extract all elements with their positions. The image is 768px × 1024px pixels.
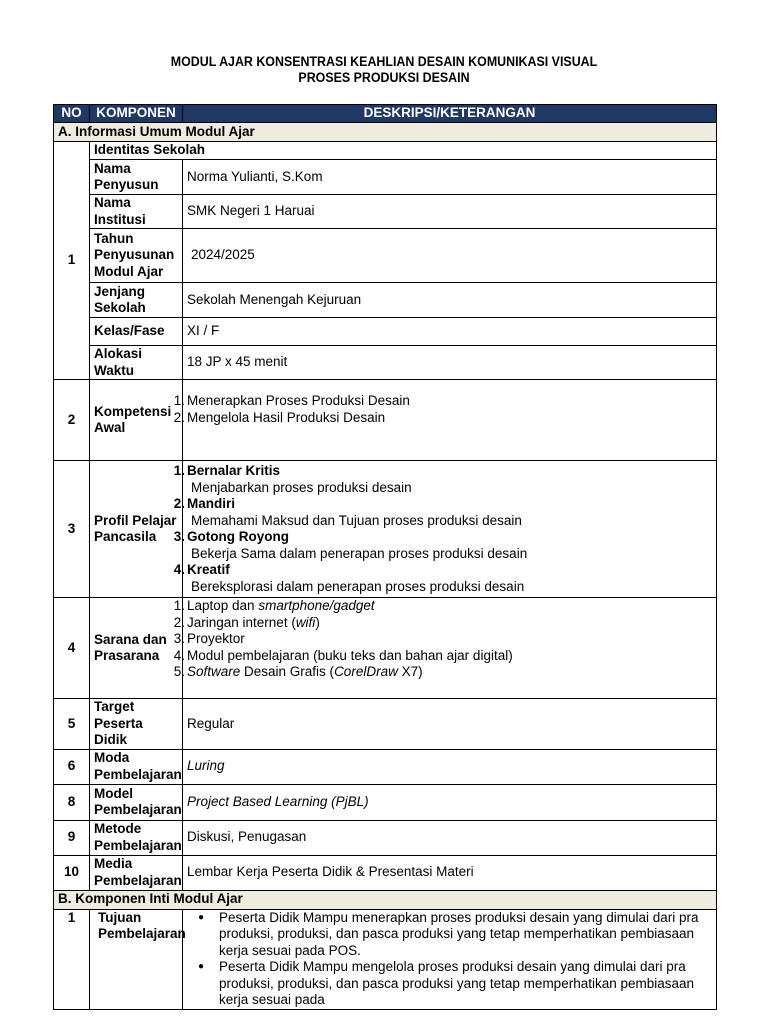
target-peserta-label: Target Peserta Didik: [90, 699, 183, 750]
target-peserta-value: Regular: [183, 699, 717, 750]
item-number: 1.: [173, 393, 185, 408]
identitas-value: 18 JP x 45 menit: [183, 346, 717, 380]
row-number: 6: [54, 749, 90, 784]
table-row: [54, 380, 717, 461]
sarana-prasarana-label: Sarana dan Prasarana: [90, 598, 183, 699]
item-number: 4.: [173, 562, 185, 577]
table-row: [54, 855, 717, 890]
item-text: Modul pembelajaran (buku teks dan bahan ajar digital): [187, 647, 513, 663]
metode-pembelajaran-value: Diskusi, Penugasan: [183, 820, 717, 855]
item-number: 1.: [173, 598, 185, 613]
item-text: Bereksplorasi dalam penerapan proses produksi desain: [191, 578, 525, 594]
item-title: Bernalar Kritis: [187, 463, 281, 478]
section-a-title: A. Informasi Umum Modul Ajar: [54, 123, 717, 142]
list-item: [173, 647, 712, 665]
column-header-deskripsi: DESKRIPSI/KETERANGAN: [183, 105, 717, 123]
model-pembelajaran-label: Model Pembelajaran: [90, 784, 183, 820]
list-item: [173, 614, 712, 632]
section-b-row: [54, 890, 717, 909]
tujuan-pembelajaran-label: Tujuan Pembelajaran: [90, 909, 183, 1009]
table-row: [54, 160, 717, 195]
list-item: [173, 562, 712, 579]
table-row: [54, 598, 717, 699]
table-header-row: [54, 105, 717, 123]
metode-pembelajaran-label: Metode Pembelajaran: [90, 820, 183, 855]
title-line-1: MODUL AJAR KONSENTRASI KEAHLIAN DESAIN KOMUNIKASI VISUAL: [170, 54, 598, 69]
row-number: 2: [54, 380, 90, 461]
sarana-prasarana-desc: [173, 598, 717, 699]
moda-pembelajaran-label: Moda Pembelajaran: [90, 749, 183, 784]
identitas-label: Nama Institusi: [90, 195, 183, 229]
item-title: Gotong Royong: [187, 529, 289, 544]
identitas-label: Tahun Penyusunan Modul Ajar: [90, 229, 183, 283]
item-text: Mengelola Hasil Produksi Desain: [187, 409, 386, 425]
modul-ajar-table: [53, 104, 717, 1010]
item-number: 2.: [173, 614, 185, 630]
row-number: 10: [54, 855, 90, 890]
item-text: Memahami Maksud dan Tujuan proses produksi desain: [191, 512, 522, 528]
section-b-title: B. Komponen Inti Modul Ajar: [54, 890, 717, 909]
row-number: 9: [54, 820, 90, 855]
identitas-label: Alokasi Waktu: [90, 346, 183, 380]
row-number: 1: [54, 142, 90, 380]
identitas-label: Kelas/Fase: [90, 318, 183, 346]
item-text: Laptop dan smartphone/gadget: [187, 598, 375, 613]
profil-pelajar-label: Profil Pelajar Pancasila: [90, 461, 183, 598]
kompetensi-awal-label: Kompetensi Awal: [90, 380, 183, 461]
row-number: 4: [54, 598, 90, 699]
column-header-no: NO: [54, 105, 90, 123]
identitas-value: 2024/2025: [183, 229, 717, 283]
list-item: [183, 959, 712, 1009]
list-item: [173, 409, 712, 427]
table-row: [54, 195, 717, 229]
list-item: [173, 529, 712, 546]
table-row: [54, 318, 717, 346]
identitas-value: XI / F: [183, 318, 717, 346]
list-item: [173, 463, 712, 480]
bullet-icon: ●: [197, 911, 205, 923]
table-row: [54, 461, 717, 598]
column-header-komponen: KOMPONEN: [90, 105, 183, 123]
list-item: [173, 631, 712, 648]
item-text: Menjabarkan proses produksi desain: [191, 479, 412, 495]
list-item: [173, 393, 712, 410]
item-number: 2.: [173, 409, 185, 425]
table-row: [54, 142, 717, 160]
item-text: Software Desain Grafis (CorelDraw X7): [187, 664, 423, 679]
table-row: [54, 909, 717, 1009]
table-row: [54, 229, 717, 283]
item-number: 5.: [173, 664, 185, 679]
table-row: [54, 283, 717, 318]
table-row: [54, 784, 717, 820]
row-number: 1: [54, 909, 90, 1009]
identitas-value: SMK Negeri 1 Haruai: [183, 195, 717, 229]
item-text: Menerapkan Proses Produksi Desain: [187, 393, 410, 408]
table-row: [54, 749, 717, 784]
table-row: [54, 346, 717, 380]
tujuan-pembelajaran-desc: [183, 909, 717, 1009]
item-number: 3.: [173, 631, 185, 646]
moda-pembelajaran-value: Luring: [183, 749, 717, 784]
identitas-value: Norma Yulianti, S.Kom: [183, 160, 717, 195]
item-text: Jaringan internet (wifi): [187, 614, 320, 630]
bullet-icon: ●: [197, 961, 205, 972]
item-title: Mandiri: [187, 496, 236, 511]
item-title: Kreatif: [187, 562, 230, 577]
title-line-2: PROSES PRODUKSI DESAIN: [298, 70, 470, 85]
bullet-text: Peserta Didik Mampu menerapkan proses produksi desain yang dimulai dari pra produksi, produksi, dan pasca produksi yang tetap memperhatikan pembiasaan kerja sesuai pada POS.: [219, 909, 699, 958]
table-row: [54, 699, 717, 750]
list-item: [173, 664, 712, 681]
identitas-label: Jenjang Sekolah: [90, 283, 183, 318]
item-number: 4.: [173, 647, 185, 663]
item-number: 2.: [173, 496, 185, 511]
item-number: 3.: [173, 529, 185, 544]
model-pembelajaran-value: Project Based Learning (PjBL): [183, 784, 717, 820]
row-number: 8: [54, 784, 90, 820]
row-number: 5: [54, 699, 90, 750]
item-text: Proyektor: [187, 631, 245, 646]
bullet-text: Peserta Didik Mampu mengelola proses produksi desain yang dimulai dari pra produksi, produksi, dan pasca produksi yang tetap memperhatikan pembiasaan kerja sesuai pada: [219, 959, 695, 1007]
document-title: [31, 54, 738, 86]
list-item: [173, 496, 712, 513]
item-number: 1.: [173, 463, 185, 478]
section-a-row: [54, 123, 717, 142]
list-item: [173, 598, 712, 615]
list-item: [183, 910, 712, 960]
row-number: 3: [54, 461, 90, 598]
item-text: Bekerja Sama dalam penerapan proses produksi desain: [191, 545, 528, 561]
kompetensi-awal-desc: [173, 380, 717, 461]
media-pembelajaran-value: Lembar Kerja Peserta Didik & Presentasi Materi: [183, 855, 717, 890]
media-pembelajaran-label: Media Pembelajaran: [90, 855, 183, 890]
table-row: [54, 820, 717, 855]
identitas-value: Sekolah Menengah Kejuruan: [183, 283, 717, 318]
identitas-sekolah-title: Identitas Sekolah: [90, 142, 717, 160]
profil-pelajar-desc: [173, 461, 717, 598]
identitas-label: Nama Penyusun: [90, 160, 183, 195]
